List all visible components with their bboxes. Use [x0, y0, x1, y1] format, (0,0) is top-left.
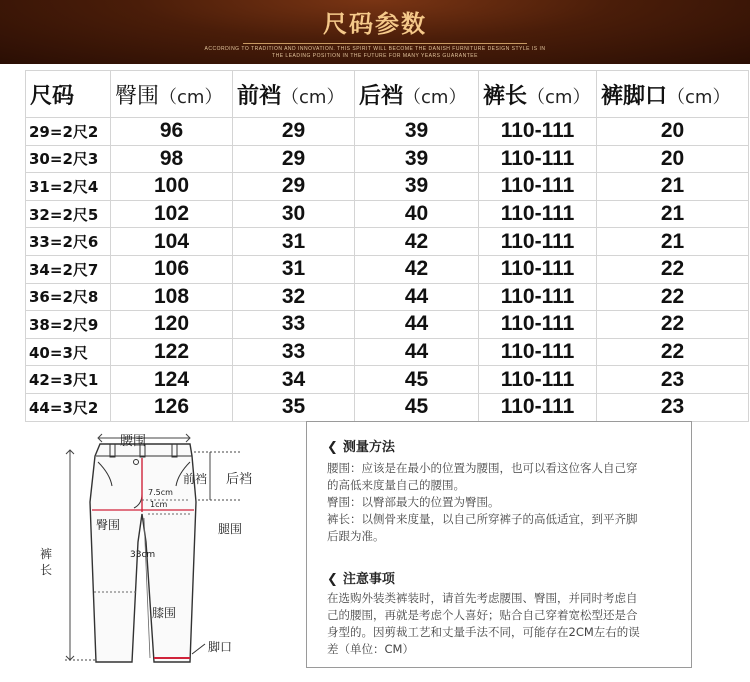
- text-line: 身型的。因剪裁工艺和丈量手法不同，可能存在2CM左右的误: [327, 625, 640, 639]
- table-row: [26, 118, 749, 146]
- table-cell: 96: [111, 118, 233, 146]
- table-header-row: [26, 71, 749, 118]
- table-cell: 33: [233, 311, 355, 339]
- table-cell: 110-111: [479, 366, 597, 394]
- table-cell: 22: [597, 311, 749, 339]
- table-cell: 42: [355, 228, 479, 256]
- table-cell: 21: [597, 200, 749, 228]
- table-cell: 110-111: [479, 145, 597, 173]
- table-cell: 108: [111, 283, 233, 311]
- size-cell: 36=2尺8: [26, 283, 111, 311]
- table-cell: 110-111: [479, 393, 597, 421]
- table-cell: 22: [597, 283, 749, 311]
- size-cell: 40=3尺: [26, 338, 111, 366]
- table-cell: 21: [597, 173, 749, 201]
- measurement-method-text: [327, 460, 679, 545]
- table-row: [26, 311, 749, 339]
- table-row: [26, 393, 749, 421]
- text-line: 腰围：应该是在最小的位置为腰围，也可以看这位客人自己穿: [327, 461, 638, 475]
- table-cell: 44: [355, 338, 479, 366]
- table-cell: 34: [233, 366, 355, 394]
- size-cell: 42=3尺1: [26, 366, 111, 394]
- column-header: 裤脚口（cm）: [597, 71, 749, 118]
- table-cell: 22: [597, 338, 749, 366]
- table-cell: 33: [233, 338, 355, 366]
- table-cell: 40: [355, 200, 479, 228]
- table-cell: 42: [355, 255, 479, 283]
- table-cell: 104: [111, 228, 233, 256]
- table-cell: 23: [597, 393, 749, 421]
- table-cell: 110-111: [479, 200, 597, 228]
- table-cell: 23: [597, 366, 749, 394]
- table-cell: 110-111: [479, 228, 597, 256]
- table-cell: 106: [111, 255, 233, 283]
- table-cell: 110-111: [479, 118, 597, 146]
- column-header: 后裆（cm）: [355, 71, 479, 118]
- front-rise-label: 前裆: [183, 472, 208, 486]
- banner-subtitle: ACCORDING TO TRADITION AND INNOVATION. THIS SPIRIT WILL BECOME THE DANISH FURNITURE DESIGN STYLE IS IN: [204, 46, 546, 52]
- table-cell: 126: [111, 393, 233, 421]
- header-banner: [0, 0, 750, 64]
- size-cell: 29=2尺2: [26, 118, 111, 146]
- text-line: 裤长：以侧骨来度量，以自己所穿裤子的高低适宜，到平齐脚: [327, 512, 638, 526]
- table-cell: 39: [355, 173, 479, 201]
- text-line: 差（单位：CM）: [327, 642, 414, 656]
- table-cell: 35: [233, 393, 355, 421]
- thigh-label: 腿围: [218, 522, 243, 536]
- back-rise-label: 后裆: [226, 472, 253, 487]
- table-cell: 45: [355, 366, 479, 394]
- table-cell: 39: [355, 118, 479, 146]
- chevron-left-icon: ❮: [327, 572, 338, 587]
- section-heading: ❮ 注意事项: [327, 572, 395, 587]
- measurement-notes: [306, 421, 692, 668]
- banner-subtitle: THE LEADING POSITION IN THE FUTURE FOR MANY YEARS GUARANTEE: [272, 53, 478, 59]
- table-cell: 32: [233, 283, 355, 311]
- column-header: 裤长（cm）: [479, 71, 597, 118]
- table-row: [26, 338, 749, 366]
- measure-label: 7.5cm: [148, 488, 173, 497]
- table-cell: 100: [111, 173, 233, 201]
- table-cell: 110-111: [479, 338, 597, 366]
- table-cell: 22: [597, 255, 749, 283]
- size-cell: 32=2尺5: [26, 200, 111, 228]
- column-header: 尺码: [26, 71, 111, 118]
- table-cell: 29: [233, 173, 355, 201]
- length-label: 裤长: [40, 547, 53, 577]
- hip-label: 臀围: [96, 518, 121, 532]
- table-cell: 98: [111, 145, 233, 173]
- pants-diagram: [40, 422, 270, 677]
- table-cell: 21: [597, 228, 749, 256]
- chevron-left-icon: ❮: [327, 440, 338, 455]
- column-header: 臀围（cm）: [111, 71, 233, 118]
- measure-label: 1cm: [150, 500, 168, 509]
- notes-text: [327, 590, 679, 658]
- page-title: 尺码参数: [323, 10, 427, 38]
- table-row: [26, 145, 749, 173]
- table-cell: 20: [597, 118, 749, 146]
- text-line: 在选购外装类裤装时，请首先考虑腰围、臀围，并同时考虑自: [327, 591, 638, 605]
- table-cell: 44: [355, 311, 479, 339]
- hem-label: 脚口: [208, 640, 233, 654]
- table-row: [26, 228, 749, 256]
- table-cell: 29: [233, 118, 355, 146]
- knee-label: 膝围: [152, 606, 177, 620]
- table-cell: 44: [355, 283, 479, 311]
- table-cell: 110-111: [479, 283, 597, 311]
- table-cell: 39: [355, 145, 479, 173]
- table-cell: 122: [111, 338, 233, 366]
- size-cell: 38=2尺9: [26, 311, 111, 339]
- measure-label: 33cm: [130, 550, 156, 560]
- size-table: [25, 70, 749, 422]
- table-cell: 110-111: [479, 311, 597, 339]
- table-row: [26, 366, 749, 394]
- waist-label: 腰围: [120, 434, 147, 449]
- size-cell: 44=3尺2: [26, 393, 111, 421]
- table-cell: 102: [111, 200, 233, 228]
- table-row: [26, 173, 749, 201]
- text-line: 后跟为准。: [327, 529, 385, 543]
- table-cell: 29: [233, 145, 355, 173]
- text-line: 臀围：以臀部最大的位置为臀围。: [327, 495, 500, 509]
- size-cell: 34=2尺7: [26, 255, 111, 283]
- table-cell: 31: [233, 228, 355, 256]
- column-header: 前裆（cm）: [233, 71, 355, 118]
- size-cell: 30=2尺3: [26, 145, 111, 173]
- table-cell: 110-111: [479, 255, 597, 283]
- table-cell: 120: [111, 311, 233, 339]
- text-line: 的高低来度量自己的腰围。: [327, 478, 465, 492]
- size-cell: 31=2尺4: [26, 173, 111, 201]
- size-cell: 33=2尺6: [26, 228, 111, 256]
- table-cell: 124: [111, 366, 233, 394]
- divider: [243, 43, 527, 44]
- text-line: 己的腰围，再就是考虑个人喜好；贴合自己穿着宽松型还是合: [327, 608, 638, 622]
- section-heading: ❮ 测量方法: [327, 440, 395, 455]
- table-cell: 110-111: [479, 173, 597, 201]
- table-cell: 45: [355, 393, 479, 421]
- table-cell: 20: [597, 145, 749, 173]
- table-row: [26, 200, 749, 228]
- table-cell: 31: [233, 255, 355, 283]
- table-row: [26, 255, 749, 283]
- table-row: [26, 283, 749, 311]
- table-cell: 30: [233, 200, 355, 228]
